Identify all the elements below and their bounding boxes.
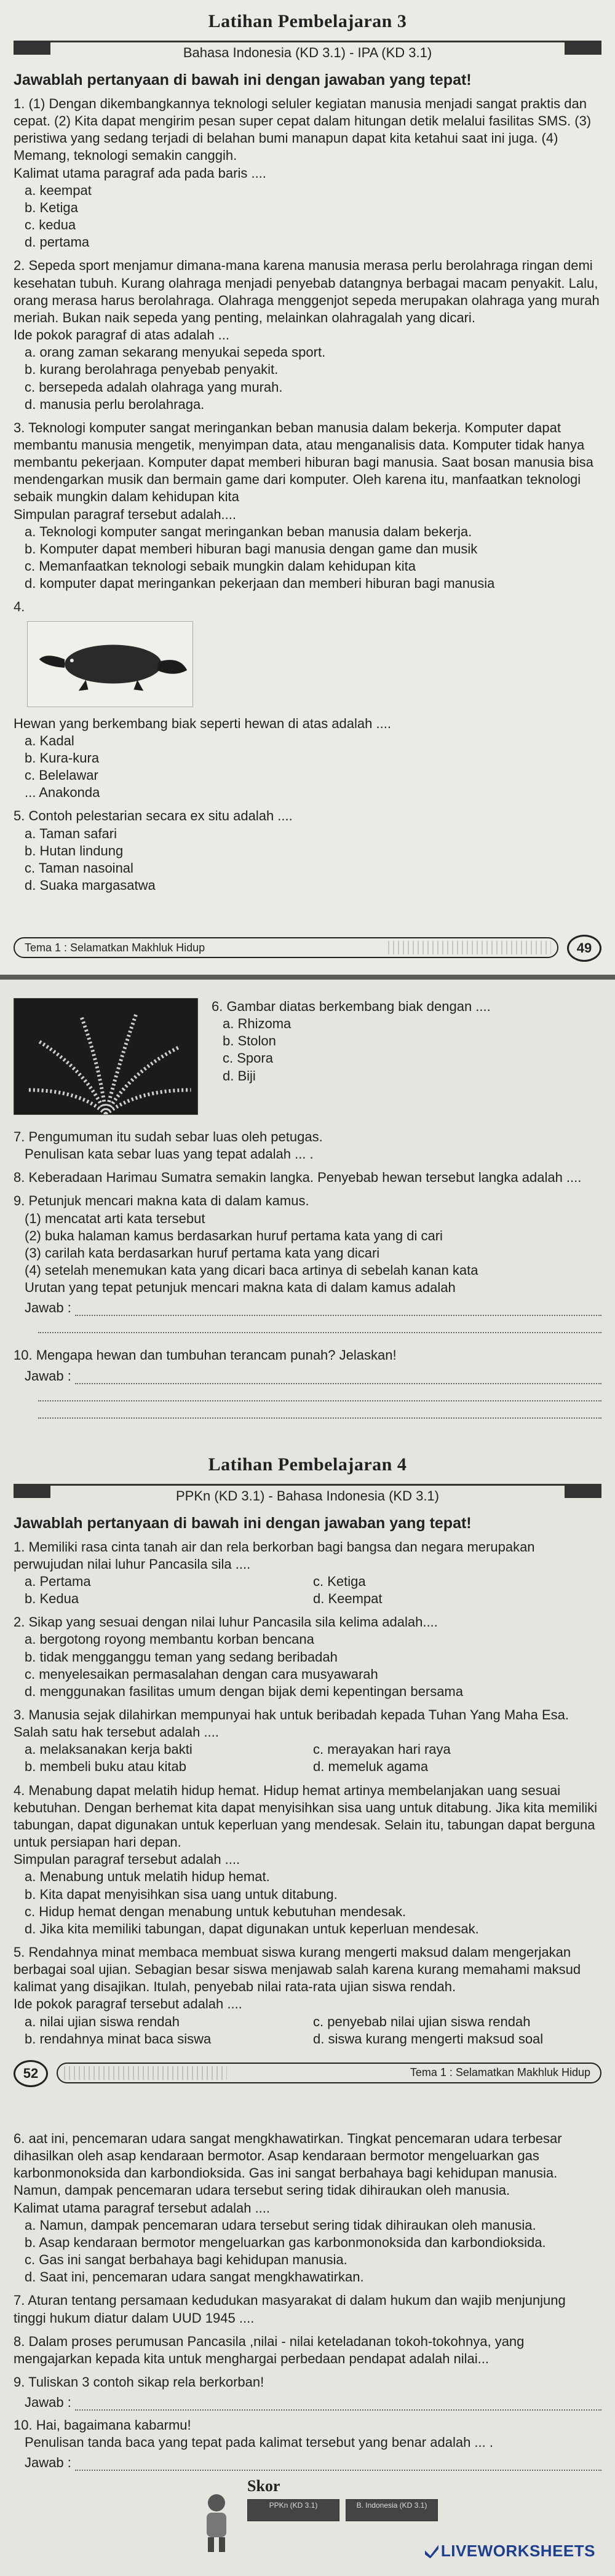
option-b[interactable]: b. Hutan lindung [25, 842, 124, 858]
question-1-text: (1) Dengan dikembangkannya teknologi seluler kegiatan manusia menjadi sangat praktis dan cepat. (2) Kita dapat mengirim pesan super cepat dalam hitungan detik melalui fasilitas SMS. (3) peristiwa yang sedang terjadi di belahan bumi manapun dapat kita ketahui saat ini juga. (4) Memang, teknologi semakin canggih. [14, 96, 592, 164]
option-d[interactable]: d. Suaka margasatwa [25, 878, 156, 894]
option-c[interactable]: c. Taman nasoinal [25, 860, 133, 876]
option-a[interactable]: a. keempat [25, 182, 92, 198]
question-5: 5. Contoh pelestarian secara ex situ adalah .... [14, 808, 293, 824]
option-c[interactable]: c. Belelawar [25, 767, 98, 783]
question-9-steps [14, 1210, 601, 1297]
answer-input[interactable] [75, 2398, 601, 2411]
lp4-question-5-options [14, 2013, 601, 2048]
lp4-question-10: 10. Hai, bagaimana kabarmu! Penulisan tanda baca yang tepat pada kalimat tersebut yang benar adalah ... . [14, 2417, 493, 2451]
question-1-options [14, 182, 601, 252]
lp3-instruction: Jawablah pertanyaan di bawah ini dengan jawaban yang tepat! [14, 71, 472, 89]
option-b[interactable]: b. membeli buku atau kitab [25, 1759, 186, 1775]
page-number: 52 [14, 2060, 48, 2087]
option-d[interactable]: d. siswa kurang mengerti maksud soal [313, 2031, 544, 2047]
option-d[interactable]: d. menggunakan fasilitas umum dengan bijak demi kepentingan bersama [25, 1683, 463, 1699]
answer-line[interactable] [38, 1401, 601, 1419]
option-d[interactable]: ... Anakonda [25, 785, 100, 801]
question-10: 10. Mengapa hewan dan tumbuhan terancam punah? Jelaskan! [14, 1347, 397, 1363]
question-5-prompt: Contoh pelestarian secara ex situ adalah .... [28, 808, 293, 824]
question-9-prompt: Urutan yang tepat petunjuk mencari makna kata di dalam kamus adalah [25, 1280, 456, 1296]
step-2: (2) buka halaman kamus berdasarkan huruf pertama kata yang di cari [25, 1227, 443, 1243]
question-9-answer: Jawab : [14, 1300, 601, 1316]
option-d[interactable]: d. memeluk agama [313, 1759, 429, 1775]
option-b[interactable]: b. Kedua [25, 1591, 79, 1607]
lp4-question-9-answer: Jawab : [14, 2395, 601, 2411]
platypus-image [27, 621, 193, 707]
question-2: 2. Sepeda sport menjamur dimana-mana karena manusia merasa perlu berolahraga ringan demi kesehatan tubuh. Kurang olahraga menjadi penyebab datangnya berbagai macam penyakit. Lalu, orang merasa harus berolahraga. Olahraga menggenjot sepeda merupakan olahraga yang murah meriah. Bukan naik sepeda yang penting, melainkan olahragalah yang dicari. Ide pokok paragraf di atas adalah ... [14, 257, 601, 344]
question-5-options [14, 825, 601, 895]
lp4-question-7: 7. Aturan tentang persamaan kedudukan masyarakat di dalam hukum dan wajib menjunjung tinggi hukum diatur dalam UUD 1945 .... [14, 2293, 566, 2326]
lp4-question-8: 8. Dalam proses perumusan Pancasila ,nilai - nilai keteladanan tokoh-tokohnya, yang mengajarkan kepada kita untuk menghargai perbedaan pendapat adalah nilai... [14, 2333, 525, 2366]
step-4: (4) setelah menemukan kata yang dicari baca artinya di sebelah kanan kata [25, 1262, 478, 1278]
lp4-question-3-options [14, 1741, 601, 1775]
option-b[interactable]: b. Komputer dapat memberi hiburan bagi manusia dengan game dan musik [25, 541, 478, 557]
lp4-question-2-options [14, 1631, 601, 1700]
question-10-text: Mengapa hewan dan tumbuhan terancam punah? Jelaskan! [36, 1347, 397, 1363]
option-c[interactable]: c. penyebab nilai ujian siswa rendah [313, 2013, 531, 2029]
lp4-question-1-options [14, 1573, 601, 1607]
option-d[interactable]: d. Biji [223, 1068, 256, 1084]
option-a[interactable]: a. Pertama [25, 1573, 91, 1589]
question-9: 9. Petunjuk mencari makna kata di dalam kamus. [14, 1193, 309, 1209]
question-1: 1. (1) Dengan dikembangkannya teknologi seluler kegiatan manusia menjadi sangat praktis dan cepat. (2) Kita dapat mengirim pesan super cepat dalam hitungan detik melalui fasilitas SMS. (3) peristiwa yang sedang terjadi di belahan bumi manapun dapat kita ketahui saat ini juga. (4) Memang, teknologi semakin canggih. Kalimat utama paragraf ada pada baris .... [14, 95, 601, 182]
answer-input[interactable] [75, 1304, 601, 1316]
question-2-text: Sepeda sport menjamur dimana-mana karena manusia merasa perlu berolahraga ringan demi kesehatan tubuh. Kurang olahraga menjadi penyebab datangnya berbagai macam penyakit. Lalu, orang merasa harus berolahraga. Olahraga menggenjot sepeda merupakan olahraga yang murah meriah. Bukan naik sepeda yang penting, melainkan olahragalah yang dicari. [14, 258, 600, 325]
lp4-subject: PPKn (KD 3.1) - Bahasa Indonesia (KD 3.1) [167, 1488, 448, 1504]
answer-input[interactable] [75, 1372, 601, 1384]
score-box-ppkn[interactable]: PPKn (KD 3.1) [247, 2499, 339, 2521]
question-8: 8. Keberadaan Harimau Sumatra semakin langka. Penyebab hewan tersebut langka adalah .... [14, 1170, 582, 1186]
option-b[interactable]: b. Stolon [223, 1033, 276, 1049]
page-footer [14, 2060, 601, 2087]
worksheet-page-50 [0, 980, 615, 2576]
option-a[interactable]: a. nilai ujian siswa rendah [25, 2013, 180, 2029]
lp3-title: Latihan Pembelajaran 3 [208, 11, 407, 31]
option-a[interactable]: a. Menabung untuk melatih hidup hemat. [25, 1869, 270, 1885]
question-2-prompt: Ide pokok paragraf di atas adalah ... [14, 327, 230, 343]
question-4-prompt: Hewan yang berkembang biak seperti hewan di atas adalah .... [14, 715, 391, 731]
question-6-options [212, 1015, 491, 1085]
option-d[interactable]: d. komputer dapat meringankan pekerjaan dan memberi hiburan bagi manusia [25, 576, 495, 592]
lp4-question-4-options [14, 1868, 601, 1938]
option-a[interactable]: a. Kadal [25, 732, 74, 748]
question-3-prompt: Simpulan paragraf tersebut adalah.... [14, 506, 237, 522]
option-d[interactable]: d. Saat ini, pencemaran udara sangat mengkhawatirkan. [25, 2269, 364, 2285]
lp4-question-1: 1. Memiliki rasa cinta tanah air dan rela berkorban bagi bangsa dan negara merupakan perwujudan nilai luhur Pancasila sila .... [14, 1539, 535, 1572]
option-b[interactable]: b. Asap kendaraan bermotor mengeluarkan gas karbonmonoksida dan karbondioksida. [25, 2234, 546, 2250]
check-icon [425, 2545, 438, 2558]
lp4-question-6-options [14, 2217, 601, 2286]
lp4-question-9: 9. Tuliskan 3 contoh sikap rela berkorban! [14, 2374, 264, 2390]
answer-input[interactable] [75, 2459, 601, 2471]
option-c[interactable]: c. menyelesaikan permasalahan dengan cara musyawarah [25, 1666, 378, 1682]
answer-line[interactable] [38, 1316, 601, 1333]
lp4-question-10-answer: Jawab : [14, 2455, 601, 2471]
question-3-options [14, 523, 601, 593]
option-a[interactable]: a. melaksanakan kerja bakti [25, 1742, 192, 1758]
question-6: 6. Gambar diatas berkembang biak dengan .... [212, 999, 491, 1014]
option-a[interactable]: a. Namun, dampak pencemaran udara tersebut sering tidak dihiraukan oleh manusia. [25, 2217, 536, 2233]
option-d[interactable]: d. pertama [25, 234, 90, 250]
option-b[interactable]: b. Kura-kura [25, 750, 100, 766]
answer-line[interactable] [38, 1384, 601, 1401]
lp4-question-5: 5. Rendahnya minat membaca membuat siswa kurang mengerti maksud dalam mengerjakan berbagai soal ujian. Sebagian besar siswa menjawab salah karena kurang memahami maksud kalimat yang disajikan. Itulah, penyebab nilai rata-rata ujian siswa rendah. Ide pokok paragraf tersebut adalah .... [14, 1944, 581, 2012]
student-illustration [198, 2492, 235, 2553]
liveworksheets-logo: LIVEWORKSHEETS [425, 2542, 595, 2561]
lp4-question-6: 6. aat ini, pencemaran udara sangat mengkhawatirkan. Tingkat pencemaran udara terbesar dihasilkan oleh asap kendaraan bermotor. Asap kendaraan bermotor mengeluarkan gas karbonmonoksida dan karbondioksida. Gas ini sangat berbahaya bagi kehidupan manusia. Namun, dampak pencemaran udara tersebut sering tidak dihiraukan oleh manusia. Kalimat utama paragraf tersebut adalah .... [14, 2130, 562, 2216]
option-a[interactable]: a. orang zaman sekarang menyukai sepeda sport. [25, 344, 326, 360]
page-footer [14, 935, 601, 962]
lp4-question-2: 2. Sikap yang sesuai dengan nilai luhur Pancasila sila kelima adalah.... [14, 1614, 438, 1630]
question-7: 7. Pengumuman itu sudah sebar luas oleh petugas. Penulisan kata sebar luas yang tepat adalah ... . [14, 1128, 601, 1163]
footer-theme: Tema 1 : Selamatkan Makhluk Hidup [14, 937, 558, 958]
option-c[interactable]: c. Hidup hemat dengan menabung untuk kebutuhan mendesak. [25, 1903, 407, 1919]
lp3-subject: Bahasa Indonesia (KD 3.1) - IPA (KD 3.1) [175, 45, 440, 61]
lp4-subject-bar [14, 1484, 601, 1506]
question-3: 3. Teknologi komputer sangat meringankan beban manusia dalam bekerja. Komputer dapat membantu manusia mengetik, menyimpan data, atau menganalisis data. Komputer tidak hanya membantu pekerjaan. Komputer dapat memberi hiburan bagi manusia. Saat bosan manusia bisa mendengarkan musik dan bermain game dari komputer. Oleh karena itu, manfaatkan teknologi sebaik mungkin dalam kehidupan kita Simpulan paragraf tersebut adalah.... [14, 419, 601, 523]
lp4-question-4: 4. Menabung dapat melatih hidup hemat. Hidup hemat artinya membelanjakan uang sesuai kebutuhan. Dengan berhemat kita dapat menyisihkan sisa uang untuk ditabung. Jika kita memiliki tabungan, dapat digunakan untuk keperluan yang mendesak. Selain itu, tabungan dapat berguna untuk persiapan hari depan. Simpulan paragraf tersebut adalah .... [14, 1782, 597, 1868]
question-10-answer: Jawab : [14, 1368, 601, 1384]
step-3: (3) carilah kata berdasarkan huruf pertama kata yang dicari [25, 1245, 380, 1261]
lp3-subject-bar [14, 41, 601, 63]
question-7-prompt: Penulisan kata sebar luas yang tepat adalah ... . [25, 1146, 314, 1162]
option-d[interactable]: d. Jika kita memiliki tabungan, dapat digunakan untuk keperluan mendesak. [25, 1920, 479, 1936]
option-c[interactable]: c. Spora [223, 1050, 273, 1066]
option-d[interactable]: d. Keempat [313, 1591, 383, 1607]
option-a[interactable]: a. bergotong royong membantu korban bencana [25, 1631, 314, 1647]
question-6-prompt: Gambar diatas berkembang biak dengan .... [226, 999, 491, 1014]
option-b[interactable]: b. rendahnya minat baca siswa [25, 2031, 212, 2047]
question-6-row [14, 998, 601, 1115]
question-3-text: Teknologi komputer sangat meringankan beban manusia dalam bekerja. Komputer dapat membantu manusia mengetik, menyimpan data, atau menganalisis data. Komputer tidak hanya membantu pekerjaan. Komputer dapat memberi hiburan bagi manusia. Saat bosan manusia bisa mendengarkan musik dan bermain game dari komputer. Oleh karena itu, manfaatkan teknologi sebaik mungkin dalam kehidupan kita [14, 419, 593, 505]
question-4: 4. Hewan yang berkembang biak seperti hewan di atas adalah .... [14, 598, 601, 732]
option-a[interactable]: a. Teknologi komputer sangat meringankan beban manusia dalam bekerja. [25, 523, 472, 539]
question-9-text: Petunjuk mencari makna kata di dalam kamus. [28, 1193, 309, 1209]
option-b[interactable]: b. kurang berolahraga penyebab penyakit. [25, 362, 279, 378]
question-2-options [14, 344, 601, 413]
lp4-question-3: 3. Manusia sejak dilahirkan mempunyai hak untuk beribadah kepada Tuhan Yang Maha Esa. Salah satu hak tersebut adalah .... [14, 1706, 569, 1740]
lp4-title: Latihan Pembelajaran 4 [208, 1454, 407, 1475]
score-box-bindo[interactable]: B. Indonesia (KD 3.1) [346, 2499, 438, 2521]
option-c[interactable]: c. Memanfaatkan teknologi sebaik mungkin dalam kehidupan kita [25, 558, 416, 574]
page-number: 49 [567, 935, 601, 962]
footer-theme: Tema 1 : Selamatkan Makhluk Hidup [57, 2063, 601, 2083]
score-area [14, 2477, 601, 2569]
question-1-prompt: Kalimat utama paragraf ada pada baris .... [14, 165, 266, 181]
step-1: (1) mencatat arti kata tersebut [25, 1210, 205, 1226]
question-4-options [14, 732, 601, 802]
option-a[interactable]: a. Rhizoma [223, 1016, 292, 1032]
question-7-text: Pengumuman itu sudah sebar luas oleh petugas. [28, 1129, 323, 1144]
option-c[interactable]: c. kedua [25, 217, 76, 233]
option-c[interactable]: c. Ketiga [313, 1573, 366, 1589]
option-c[interactable]: c. merayakan hari raya [313, 1742, 451, 1758]
option-d[interactable]: d. manusia perlu berolahraga. [25, 396, 205, 412]
option-b[interactable]: b. Kita dapat menyisihkan sisa uang untuk ditabung. [25, 1886, 338, 1902]
option-a[interactable]: a. Taman safari [25, 825, 117, 841]
option-b[interactable]: b. tidak mengganggu teman yang sedang beribadah [25, 1649, 338, 1665]
score-title: Skor [247, 2477, 280, 2495]
worksheet-page-49 [0, 0, 615, 975]
fern-image [14, 998, 198, 1115]
question-8-text: Keberadaan Harimau Sumatra semakin langka. Penyebab hewan tersebut langka adalah .... [28, 1170, 582, 1186]
option-c[interactable]: c. bersepeda adalah olahraga yang murah. [25, 379, 283, 395]
option-c[interactable]: c. Gas ini sangat berbahaya bagi kehidupan manusia. [25, 2252, 347, 2268]
lp4-instruction: Jawablah pertanyaan di bawah ini dengan jawaban yang tepat! [14, 1514, 472, 1532]
option-b[interactable]: b. Ketiga [25, 199, 78, 215]
